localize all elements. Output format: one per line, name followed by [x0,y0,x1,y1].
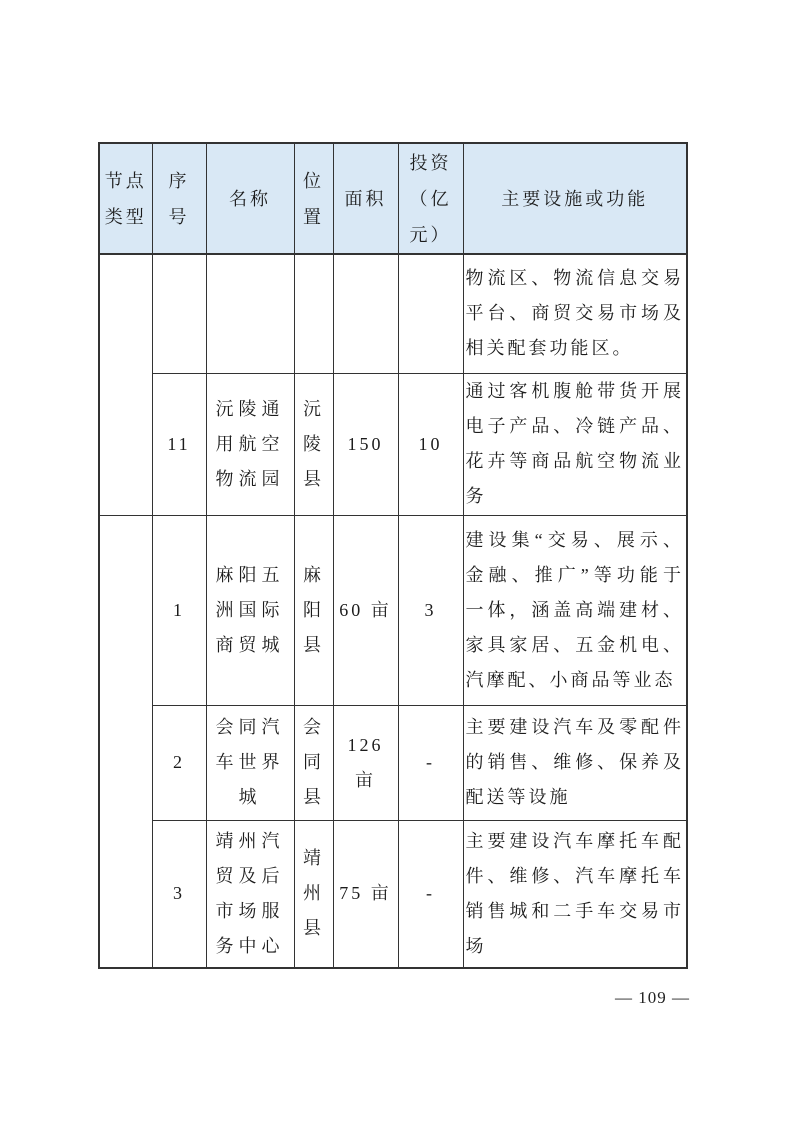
cell-seq: 3 [152,820,206,968]
cell-area [333,254,398,373]
cell-name: 麻阳五洲国际商贸城 [206,515,294,705]
cell-area: 75 亩 [333,820,398,968]
cell-name [206,254,294,373]
col-header-area-label: 面积 [344,188,387,209]
col-header-seq [152,143,206,254]
cell-name: 会同汽车世界城 [206,705,294,820]
cell-location [294,254,333,373]
col-header-location-label: 位置 [303,170,324,227]
col-header-name [206,143,294,254]
cell-node-type-merged-upper [99,254,152,515]
col-header-facilities-label: 主要设施或功能 [501,188,649,209]
table-row-11 [99,373,687,515]
table-row-1 [99,515,687,705]
cell-location: 靖州县 [294,820,333,968]
cell-location: 麻阳县 [294,515,333,705]
cell-investment: - [398,705,463,820]
cell-facilities: 物流区、物流信息交易平台、商贸交易市场及相关配套功能区。 [463,254,687,373]
col-header-investment [398,143,463,254]
cell-investment: 3 [398,515,463,705]
table-row-continuation [99,254,687,373]
col-header-node-type [99,143,152,254]
table-row-3 [99,820,687,968]
cell-node-type-merged-lower [99,515,152,968]
projects-table [98,142,688,969]
cell-investment: - [398,820,463,968]
cell-facilities: 通过客机腹舱带货开展电子产品、冷链产品、花卉等商品航空物流业务 [463,373,687,515]
col-header-investment-label: 投资（亿元） [409,152,452,245]
cell-name: 沅陵通用航空物流园 [206,373,294,515]
col-header-location [294,143,333,254]
cell-area: 126 亩 [333,705,398,820]
page-number: — 109 — [615,988,690,1007]
cell-seq [152,254,206,373]
cell-area: 60 亩 [333,515,398,705]
cell-seq: 11 [152,373,206,515]
cell-seq: 1 [152,515,206,705]
table-header-row [99,143,687,254]
cell-facilities: 主要建设汽车及零配件的销售、维修、保养及配送等设施 [463,705,687,820]
col-header-seq-label: 序号 [168,170,190,227]
table-row-2 [99,705,687,820]
col-header-node-type-label: 节点类型 [104,170,147,227]
cell-investment [398,254,463,373]
cell-location: 沅陵县 [294,373,333,515]
cell-name: 靖州汽贸及后市场服务中心 [206,820,294,968]
cell-location: 会同县 [294,705,333,820]
cell-seq: 2 [152,705,206,820]
col-header-facilities [463,143,687,254]
cell-facilities: 主要建设汽车摩托车配件、维修、汽车摩托车销售城和二手车交易市场 [463,820,687,968]
cell-area: 150 [333,373,398,515]
cell-facilities: 建设集“交易、展示、金融、推广”等功能于一体，涵盖高端建材、家具家居、五金机电、汽摩配、小商品等业态 [463,515,687,705]
cell-investment: 10 [398,373,463,515]
col-header-name-label: 名称 [229,188,271,209]
col-header-area [333,143,398,254]
